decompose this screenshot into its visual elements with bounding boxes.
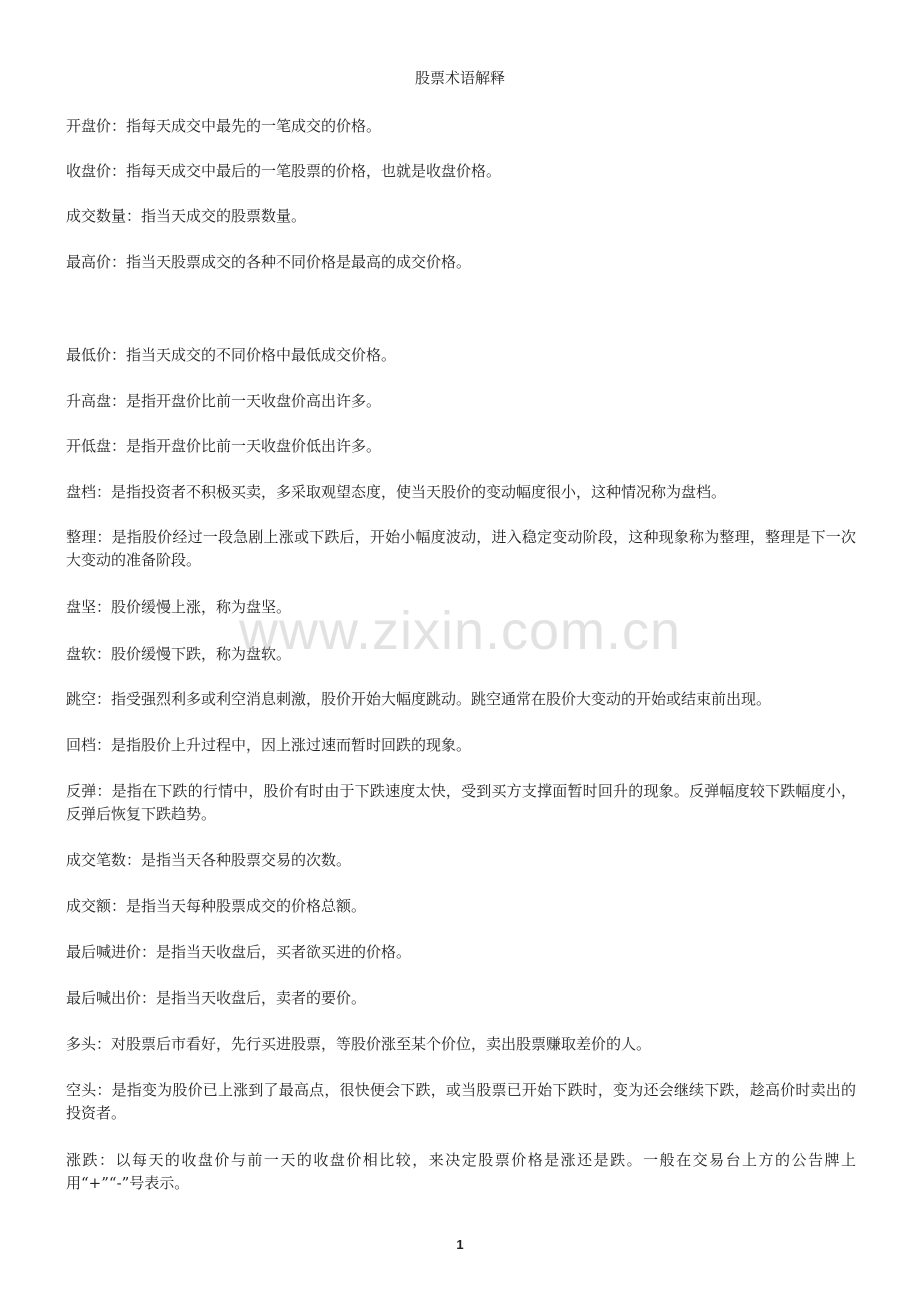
term-entry-last-ask: 最后喊出价：是指当天收盘后，卖者的要价。 [66,989,367,1007]
watermark: www.zixin.com.cn [238,601,682,661]
term-entry-high-price: 最高价：指当天股票成交的各种不同价格是最高的成交价格。 [66,253,472,271]
term-entry-bear: 空头：是指变为股价已上涨到了最高点，很快便会下跌，或当股票已开始下跌时，变为还会继续下跌，趁高价时卖出的投资者。 [66,1081,856,1122]
term-entry-price-change: 涨跌：以每天的收盘价与前一天的收盘价相比较，来决定股票价格是涨还是跌。一般在交易台上方的公告牌上用“+”“-”号表示。 [66,1151,856,1192]
term-entry-last-bid: 最后喊进价：是指当天收盘后，买者欲买进的价格。 [66,943,412,961]
term-entry-opening-price: 开盘价：指每天成交中最先的一笔成交的价格。 [66,117,382,135]
term-entry-rebound: 反弹：是指在下跌的行情中，股价有时由于下跌速度太快，受到买方支撑面暂时回升的现象。反弹幅度较下跌幅度小，反弹后恢复下跌趋势。 [66,782,856,823]
term-entry-gap-down-open: 开低盘：是指开盘价比前一天收盘价低出许多。 [66,437,382,455]
term-entry-low-price: 最低价：指当天成交的不同价格中最低成交价格。 [66,346,397,364]
term-entry-consolidation: 整理：是指股价经过一段急剧上涨或下跌后，开始小幅度波动，进入稳定变动阶段，这种现象称为整理，整理是下一次大变动的准备阶段。 [66,528,856,569]
term-entry-soft-market: 盘软：股价缓慢下跌，称为盘软。 [66,645,292,663]
term-entry-volume: 成交数量：指当天成交的股票数量。 [66,207,307,225]
term-entry-bull: 多头：对股票后市看好，先行买进股票，等股价涨至某个价位，卖出股票赚取差价的人。 [66,1035,652,1053]
term-entry-price-gap: 跳空：指受强烈利多或利空消息刺激，股价开始大幅度跳动。跳空通常在股价大变动的开始或结束前出现。 [66,690,772,708]
term-entry-flat-market: 盘档：是指投资者不积极买卖，多采取观望态度，使当天股价的变动幅度很小，这种情况称为盘档。 [66,483,727,501]
document-title: 股票术语解释 [414,69,505,87]
term-entry-gap-up-open: 升高盘：是指开盘价比前一天收盘价高出许多。 [66,392,382,410]
term-entry-pullback: 回档：是指股价上升过程中，因上涨过速而暂时回跌的现象。 [66,736,472,754]
term-entry-firm-market: 盘坚：股价缓慢上涨，称为盘坚。 [66,598,292,616]
page-number: 1 [456,1237,464,1252]
term-entry-closing-price: 收盘价：指每天成交中最后的一笔股票的价格，也就是收盘价格。 [66,162,502,180]
term-entry-turnover: 成交额：是指当天每种股票成交的价格总额。 [66,897,367,915]
term-entry-trade-count: 成交笔数：是指当天各种股票交易的次数。 [66,851,352,869]
